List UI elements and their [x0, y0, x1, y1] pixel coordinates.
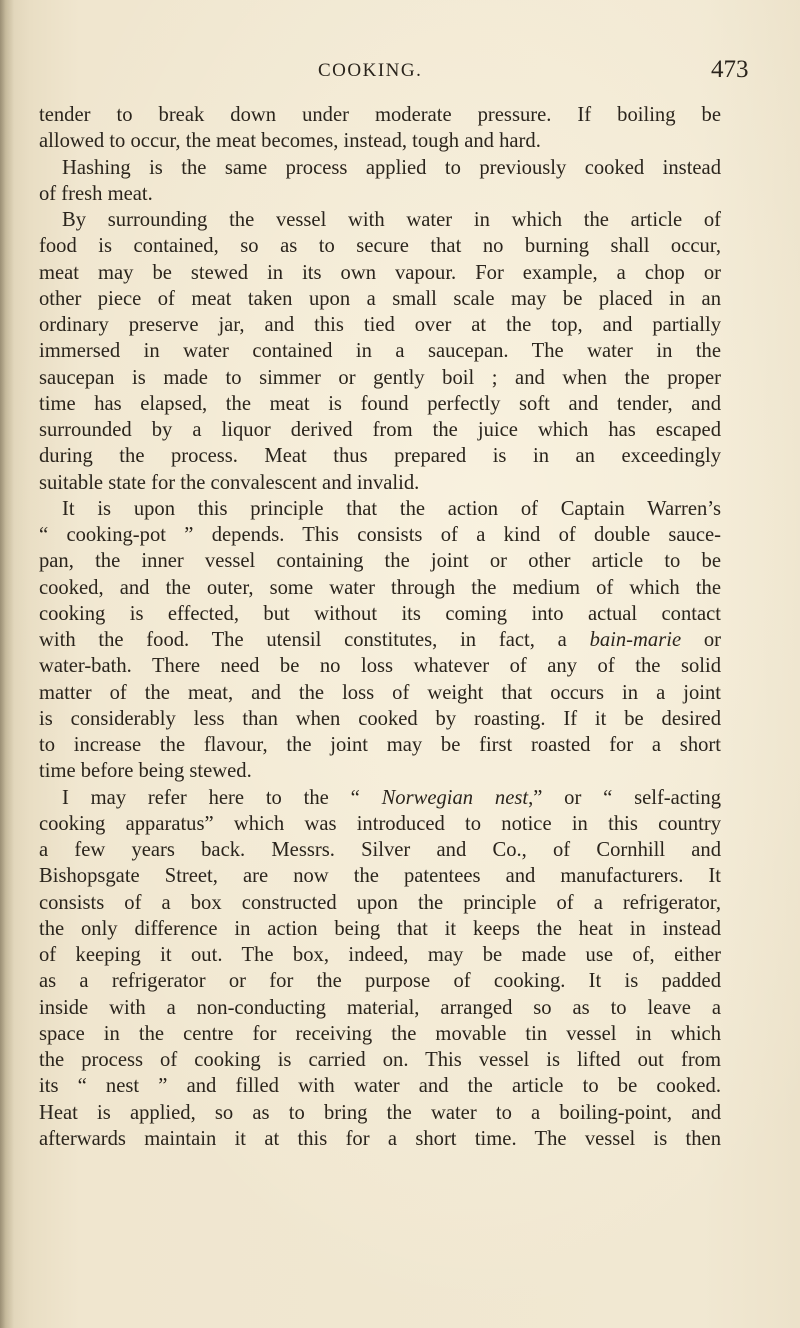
text-line: cooking is effected, but without its coming into actual contact — [39, 602, 721, 625]
text-line: Heat is applied, so as to bring the water to a boiling-point, and — [39, 1101, 721, 1124]
text-run: or — [681, 629, 722, 651]
text-line: allowed to occur, the meat becomes, instead, tough and hard. — [39, 130, 541, 153]
text-run: with the food. The utensil constitutes, in fact, a — [39, 629, 590, 651]
text-line: during the process. Meat thus prepared is in an exceedingly — [39, 445, 721, 468]
text-line: pan, the inner vessel containing the joint or other article to be — [39, 550, 721, 573]
text-line: of fresh meat. — [39, 182, 153, 205]
text-line: It is upon this principle that the action of Captain Warren’s — [62, 497, 721, 520]
text-line — [39, 627, 721, 653]
text-line: consists of a box constructed upon the principle of a refrigerator, — [39, 891, 721, 914]
text-line: other piece of meat taken upon a small scale may be placed in an — [39, 287, 721, 310]
text-line: By surrounding the vessel with water in which the article of — [62, 209, 721, 231]
text-line: surrounded by a liquor derived from the juice which has escaped — [39, 419, 721, 441]
text-line: food is contained, so as to secure that no burning shall occur, — [39, 235, 721, 258]
text-line: a few years back. Messrs. Silver and Co., of Cornhill and — [39, 839, 721, 861]
italic-term: Norwegian nest — [381, 786, 529, 809]
text-line: afterwards maintain it at this for a short time. The vessel is then — [39, 1127, 721, 1150]
page-binding-edge — [0, 0, 14, 1328]
text-line: is considerably less than when cooked by roasting. If it be desired — [39, 707, 721, 730]
text-line: “ cooking-pot ” depends. This consists of a kind of double sauce- — [39, 524, 721, 546]
text-line: time before being stewed. — [39, 760, 252, 783]
text-line: the only difference in action being that it keeps the heat in instead — [39, 917, 721, 940]
text-line: space in the centre for receiving the movable tin vessel in which — [39, 1022, 721, 1045]
text-line: saucepan is made to simmer or gently boil ; and when the proper — [39, 366, 721, 389]
text-run: I may refer here to the “ — [62, 786, 382, 809]
text-run: ,” or “ self-acting — [528, 786, 721, 809]
text-line — [39, 785, 721, 811]
text-line: Hashing is the same process applied to previously cooked instead — [62, 156, 721, 179]
text-line: to increase the flavour, the joint may be first roasted for a short — [39, 734, 721, 756]
page-header — [0, 58, 800, 88]
body-text — [39, 102, 721, 1152]
text-line: inside with a non-conducting material, arranged so as to leave a — [39, 996, 721, 1019]
text-line: matter of the meat, and the loss of weight that occurs in a joint — [39, 681, 721, 704]
text-line: ordinary preserve jar, and this tied over at the top, and partially — [39, 314, 721, 336]
running-head: COOKING. — [318, 60, 423, 81]
text-line: of keeping it out. The box, indeed, may be made use of, either — [39, 944, 721, 966]
text-line: meat may be stewed in its own vapour. For example, a chop or — [39, 261, 721, 284]
text-line: suitable state for the convalescent and invalid. — [39, 471, 420, 494]
text-line: immersed in water contained in a saucepan. The water in the — [39, 340, 721, 363]
text-line: time has elapsed, the meat is found perfectly soft and tender, and — [39, 392, 721, 415]
text-line: cooked, and the outer, some water through the medium of which the — [39, 576, 721, 599]
text-line: Bishopsgate Street, are now the patentees and manufacturers. It — [39, 865, 721, 888]
text-line: water-bath. There need be no loss whatever of any of the solid — [39, 655, 721, 678]
italic-term: bain-marie — [589, 629, 682, 651]
text-line: tender to break down under moderate pressure. If boiling be — [39, 104, 721, 126]
text-line: cooking apparatus” which was introduced to notice in this country — [39, 812, 721, 835]
text-line: as a refrigerator or for the purpose of cooking. It is padded — [39, 970, 721, 993]
text-line: its “ nest ” and filled with water and the article to be cooked. — [39, 1075, 721, 1098]
page-number: 473 — [711, 56, 749, 83]
text-line: the process of cooking is carried on. This vessel is lifted out from — [39, 1049, 721, 1071]
